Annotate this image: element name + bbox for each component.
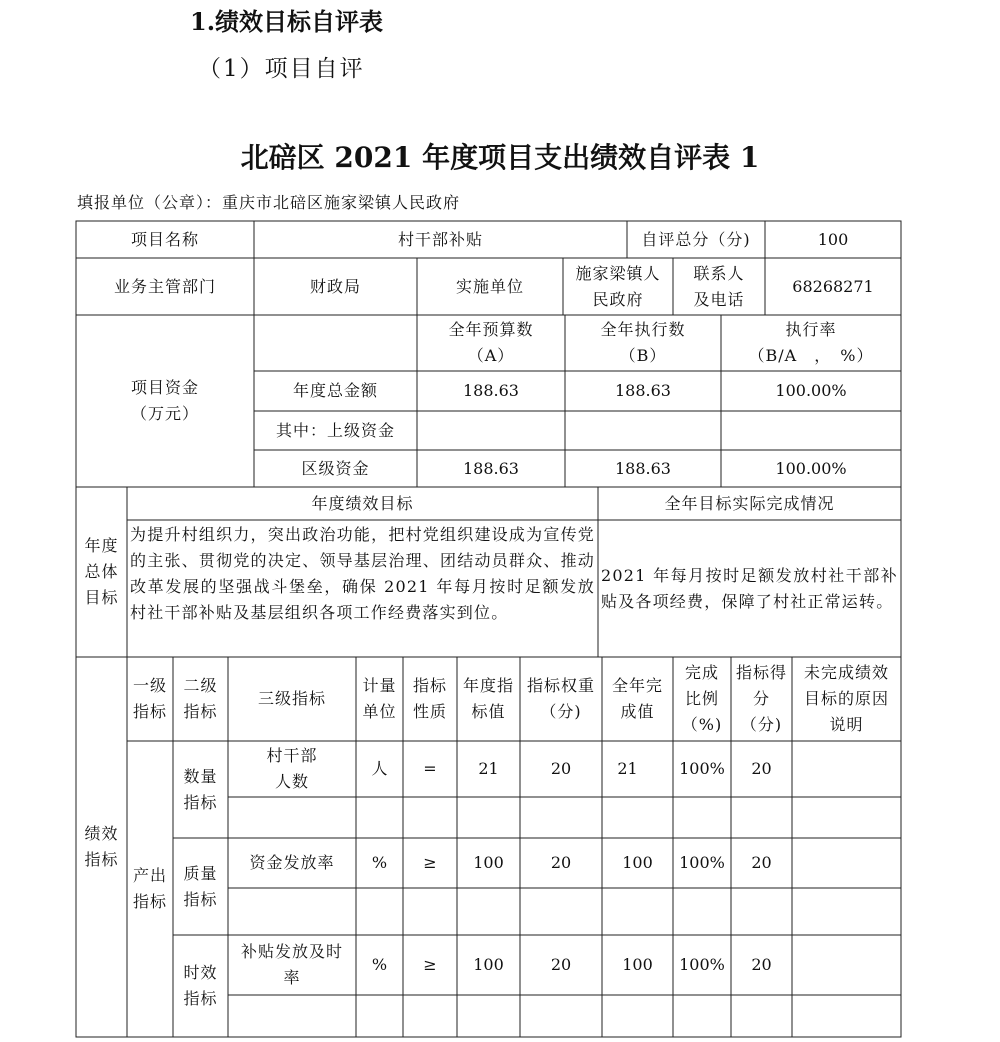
level2-timeliness: 时效 指标: [183, 963, 218, 1008]
header-actual: 全年完 成值: [611, 676, 663, 721]
header-reason: 未完成绩效 目标的原因 说明: [803, 663, 889, 734]
goals-done-text: 2021 年每月按时足额发放村社干部补贴及各项经费，保障了村社正常运转。: [601, 565, 898, 611]
table-row-3-name: 补贴发放及时 率: [240, 942, 343, 987]
level1-output: 产出 指标: [132, 866, 167, 911]
table-row-2-name: 资金发放率: [249, 853, 335, 872]
sub-heading: （1）项目自评: [198, 56, 365, 82]
self-score-value: 100: [817, 229, 849, 249]
goals-col-goal: 年度绩效目标: [311, 493, 414, 513]
header-level2: 二级 指标: [183, 676, 218, 721]
table-row-3-actual: 100: [622, 955, 653, 974]
contact-value: 68268271: [792, 276, 874, 296]
funds-district-rate: 100.00%: [775, 458, 847, 478]
table-row-1-weight: 20: [550, 759, 572, 778]
project-name-value: 村干部补贴: [397, 229, 483, 249]
funds-total-rate: 100.00%: [775, 381, 847, 400]
header-level1: 一级 指标: [132, 676, 167, 721]
reporting-unit: 填报单位（公章）：重庆市北碚区施家梁镇人民政府: [77, 193, 461, 212]
indicators-label: 绩效 指标: [84, 824, 119, 869]
header-target: 年度指 标值: [462, 676, 514, 721]
funds-col-rate: 执行率 （B/A ， %）: [748, 320, 874, 365]
dept-label: 业务主管部门: [113, 276, 216, 296]
project-name-label: 项目名称: [130, 229, 199, 249]
funds-total-label: 年度总金额: [292, 381, 378, 400]
impl-value: 施家梁镇人 民政府: [575, 263, 661, 309]
table-row-3-target: 100: [473, 955, 504, 974]
funds-district-budget: 188.63: [463, 458, 519, 478]
header-unit: 计量 单位: [362, 676, 397, 721]
impl-label: 实施单位: [455, 276, 524, 296]
funds-label: 项目资金 （万元）: [130, 378, 199, 423]
header-level3: 三级指标: [257, 689, 326, 708]
table-row-3-weight: 20: [550, 955, 572, 974]
header-nature: 指标 性质: [412, 676, 447, 721]
level2-quantity: 数量 指标: [183, 766, 218, 812]
funds-total-budget: 188.63: [463, 381, 519, 400]
table-row-2-score: 20: [751, 853, 772, 872]
table-row-2-unit: %: [371, 853, 388, 872]
funds-col-budget: 全年预算数 （A）: [448, 320, 534, 365]
funds-total-exec: 188.63: [615, 381, 671, 400]
goals-goal-text: 为提升村组织力，突出政治功能，把村党组织建设成为宣传党的主张、贯彻党的决定、领导基层治理、团结动员群众、推动改革发展的坚强战斗堡垒，确保 2021 年每月按时足额发放村社干部补贴及基层组织各项工作经费落实到位。: [130, 525, 595, 622]
funds-district-label: 区级资金: [301, 458, 370, 478]
funds-upper-label: 其中：上级资金: [275, 420, 395, 440]
table-row-2-actual: 100: [622, 853, 653, 872]
self-score-label: 自评总分（分): [641, 229, 751, 249]
table-row-3-score: 20: [751, 955, 772, 974]
goals-col-done: 全年目标实际完成情况: [664, 493, 835, 513]
section-heading: 1.绩效目标自评表: [190, 7, 384, 36]
table-row-2-nature: ≥: [423, 853, 437, 872]
funds-col-exec: 全年执行数 （B）: [600, 320, 686, 365]
table-row-3-unit: %: [371, 955, 388, 974]
table-row-1-ratio: 100%: [679, 759, 725, 778]
table-row-2-ratio: 100%: [679, 853, 725, 872]
contact-label: 联系人 及电话: [693, 263, 745, 309]
table-row-1-actual: 21: [617, 759, 638, 778]
document-title: 北碚区 2021 年度项目支出绩效自评表 1: [240, 141, 760, 174]
header-ratio: 完成 比例 （%): [681, 663, 723, 734]
funds-district-exec: 188.63: [615, 458, 671, 478]
table-row-1-unit: 人: [371, 759, 388, 778]
goals-label: 年度 总体 目标: [84, 536, 119, 607]
table-row-1-name: 村干部 人数: [266, 746, 318, 791]
table-row-2-weight: 20: [550, 853, 572, 872]
table-row-2-target: 100: [473, 853, 504, 872]
table-row-3-ratio: 100%: [679, 955, 725, 974]
dept-value: 财政局: [309, 276, 361, 296]
table-row-1-target: 21: [478, 759, 499, 778]
header-score: 指标得 分 （分): [735, 663, 787, 734]
table-row-1-nature: =: [423, 759, 437, 778]
table-row-3-nature: ≥: [423, 955, 437, 974]
header-weight: 指标权重 （分): [526, 676, 595, 721]
table-row-1-score: 20: [751, 759, 772, 778]
level2-quality: 质量 指标: [183, 863, 218, 909]
